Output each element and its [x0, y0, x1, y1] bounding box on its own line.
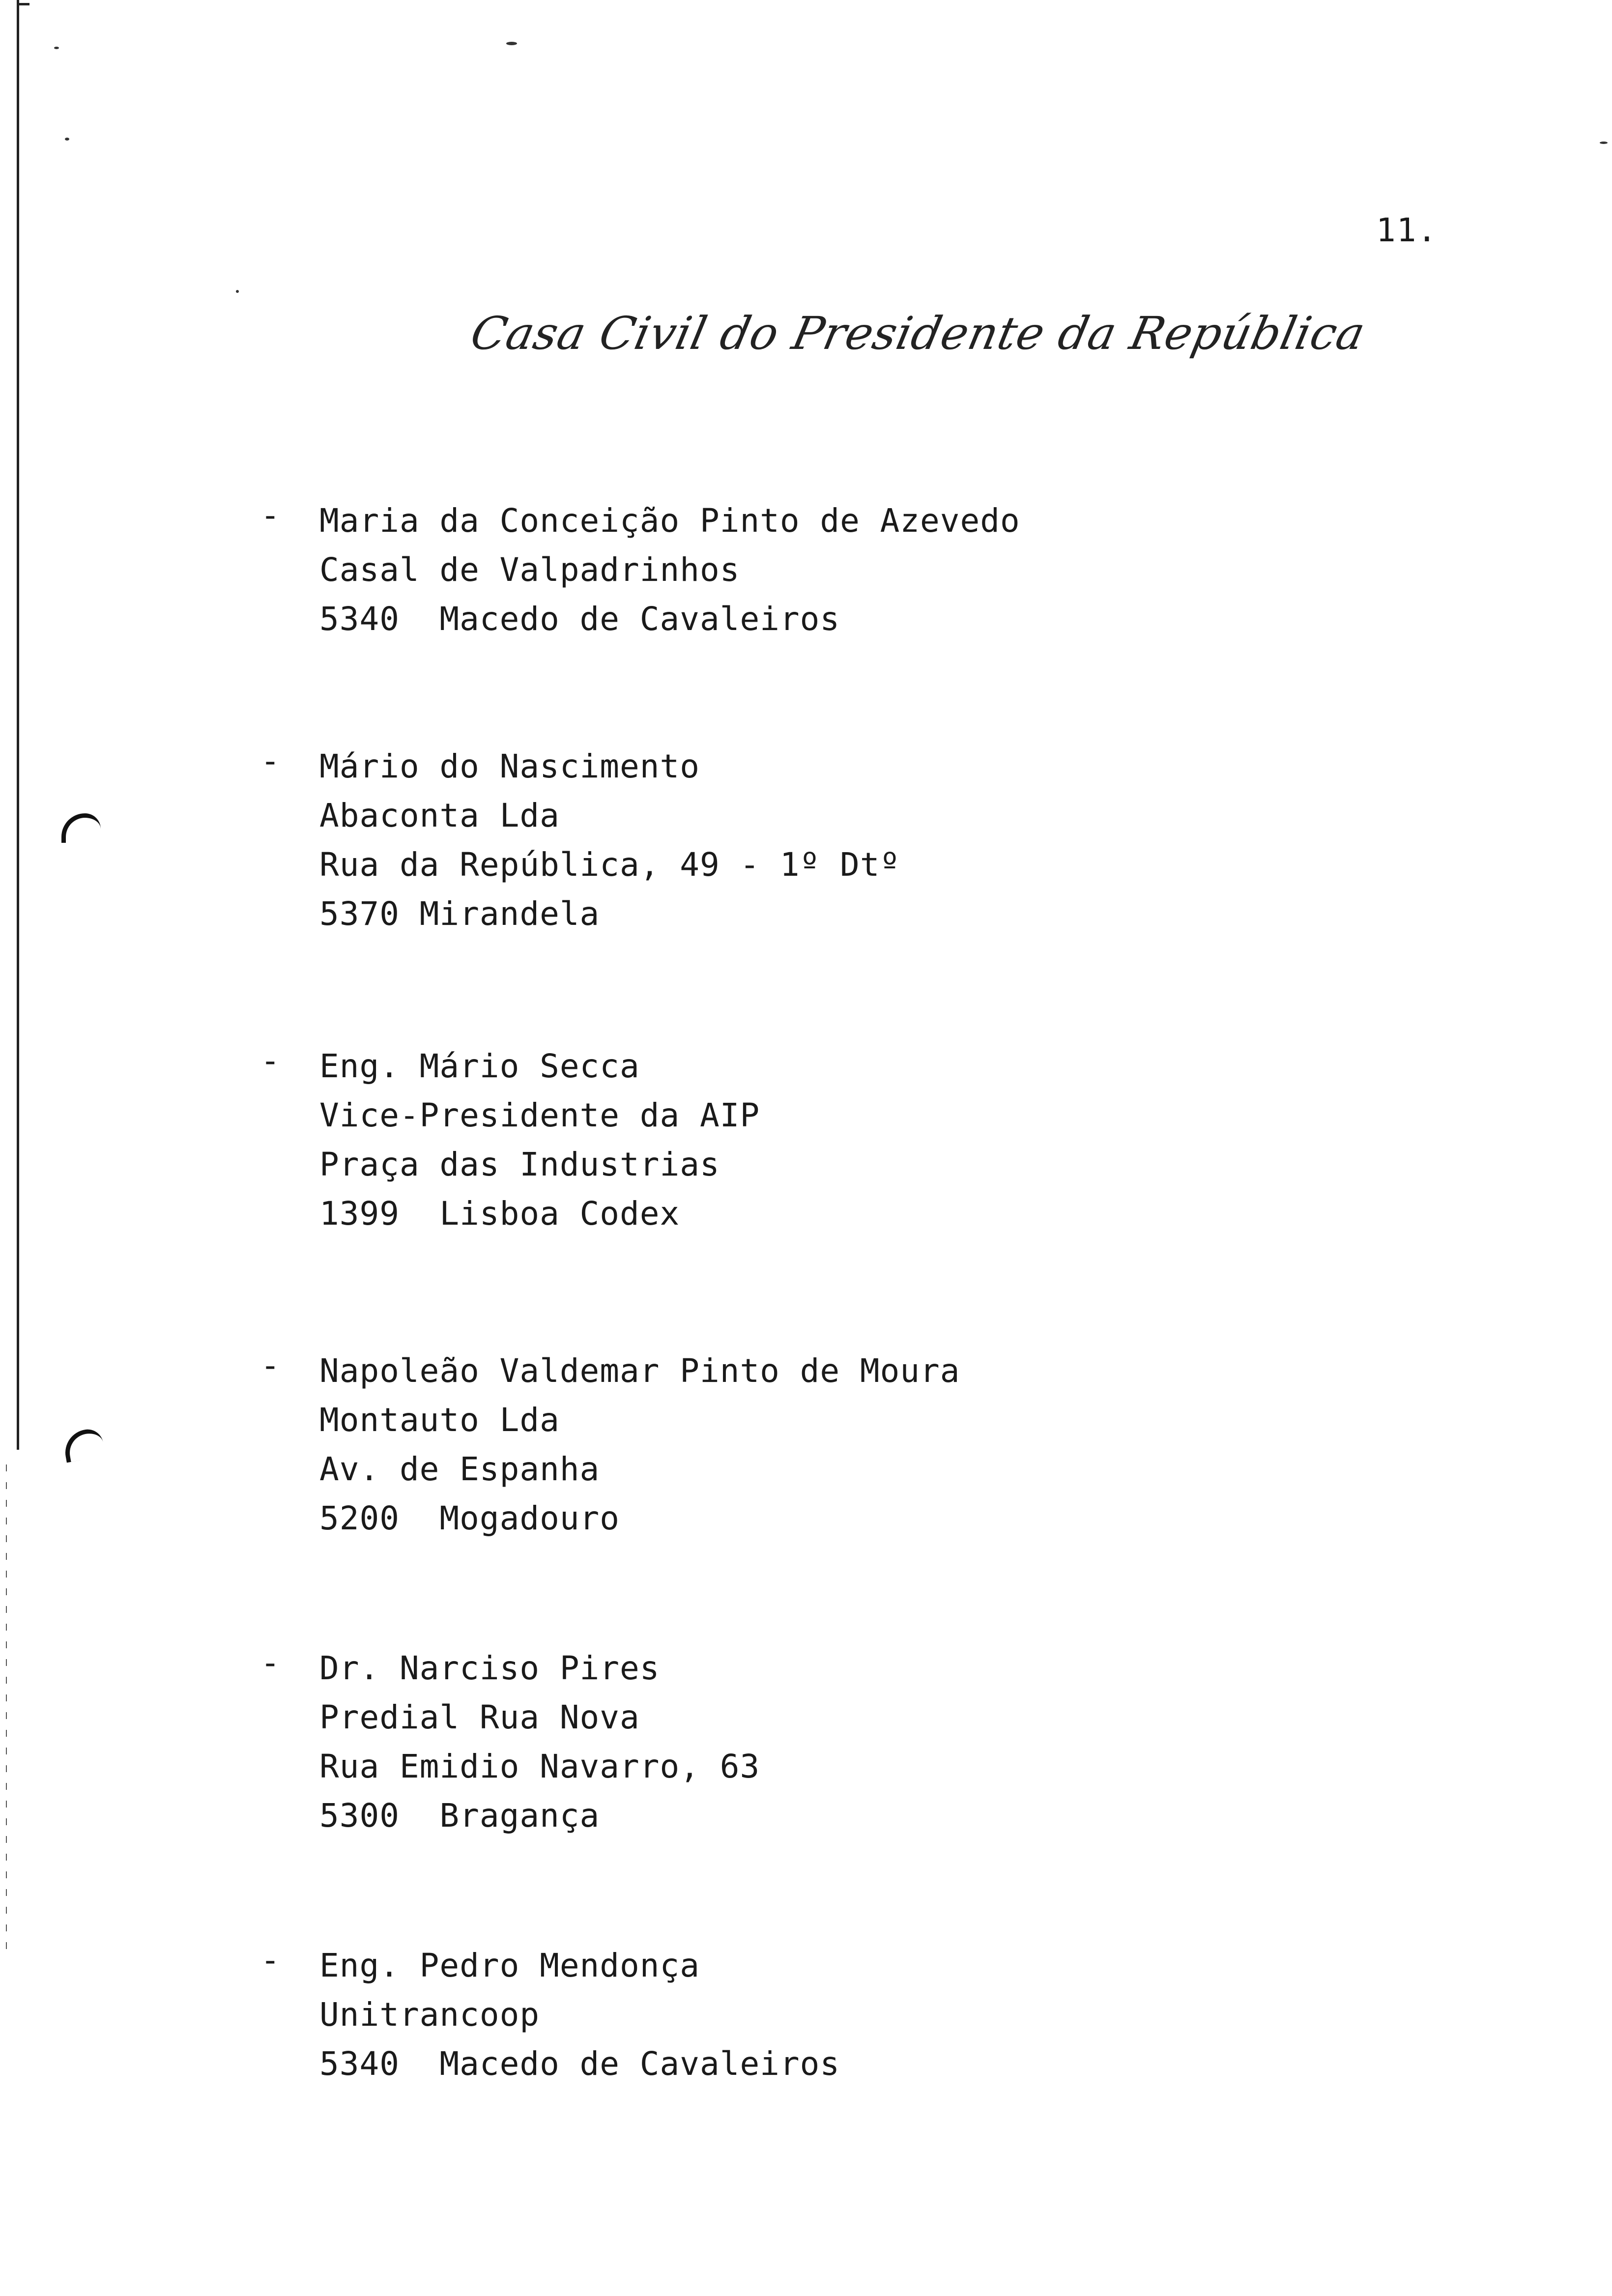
entry-line: Montauto Lda: [319, 1401, 560, 1439]
entry-name: Mário do Nascimento: [319, 747, 700, 785]
list-bullet-dash: -: [260, 742, 280, 780]
entry-line: Vice-Presidente da AIP: [319, 1096, 760, 1134]
letterhead-title: Casa Civil do Presidente da República: [466, 307, 1370, 360]
scan-speck: [236, 290, 239, 293]
entry-line: 5370 Mirandela: [319, 895, 600, 933]
scan-speck: [506, 42, 517, 45]
list-bullet-dash: -: [260, 1644, 280, 1682]
entry-line: Rua Emidio Navarro, 63: [319, 1748, 760, 1785]
scan-speck: [54, 47, 59, 49]
list-bullet-dash: -: [260, 1941, 280, 1979]
list-bullet-dash: -: [260, 1042, 280, 1080]
binding-edge-tick: [17, 3, 29, 5]
punch-hole-mark-lower: [61, 1427, 105, 1463]
entry-name: Eng. Pedro Mendonça: [319, 1947, 700, 1984]
entry-line: 1399 Lisboa Codex: [319, 1195, 680, 1233]
entry-line: Rua da República, 49 - 1º Dtº: [319, 846, 900, 884]
entry-name: Maria da Conceição Pinto de Azevedo: [319, 502, 1020, 540]
entry-line: Casal de Valpadrinhos: [319, 551, 740, 589]
entry-line: Praça das Industrias: [319, 1146, 720, 1183]
entry-line: Abaconta Lda: [319, 797, 560, 834]
entry-line: Unitrancoop: [319, 1996, 540, 2034]
entry-line: 5340 Macedo de Cavaleiros: [319, 600, 840, 638]
entry-line: 5200 Mogadouro: [319, 1499, 620, 1537]
binding-edge-line: [17, 0, 19, 1450]
entry-name: Napoleão Valdemar Pinto de Moura: [319, 1352, 960, 1390]
entry-line: Predial Rua Nova: [319, 1698, 640, 1736]
entry-name: Dr. Narciso Pires: [319, 1649, 660, 1687]
page-number: 11.: [1376, 211, 1438, 249]
entry-line: 5300 Bragança: [319, 1797, 600, 1835]
entry-line: 5340 Macedo de Cavaleiros: [319, 2045, 840, 2083]
scan-speck: [65, 138, 69, 141]
binding-edge-dots: [6, 1464, 7, 1956]
scan-speck: [1600, 142, 1608, 144]
list-bullet-dash: -: [260, 496, 280, 534]
entry-line: Av. de Espanha: [319, 1450, 600, 1488]
punch-hole-mark-upper: [61, 813, 101, 843]
list-bullet-dash: -: [260, 1347, 280, 1384]
entry-name: Eng. Mário Secca: [319, 1047, 640, 1085]
